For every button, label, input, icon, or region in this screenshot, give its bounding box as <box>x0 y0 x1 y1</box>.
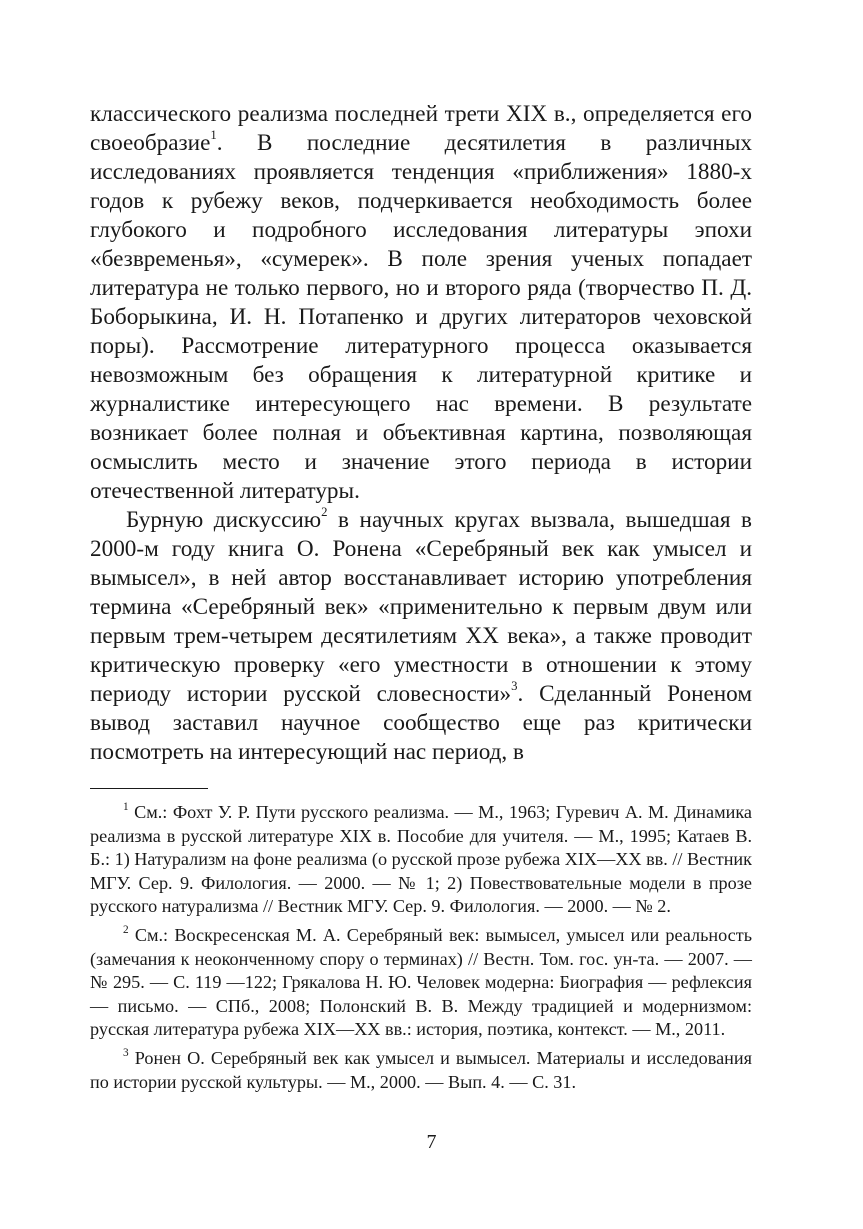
footnote-1 <box>90 801 752 919</box>
paragraph-2-text-a: Бурную дискуссию <box>126 507 322 533</box>
book-page <box>90 100 752 1094</box>
footnote-2 <box>90 924 752 1042</box>
footnote-number: 3 <box>123 1047 129 1060</box>
paragraph-2 <box>90 506 752 767</box>
footnote-ref-2[interactable]: 2 <box>321 505 328 520</box>
paragraph-2-text-b: в научных кругах вызвала, вышедшая в 2000-м году книга О. Ронена «Серебряный век как умысел и вымысел», в ней автор восстанавливает историю употребления термина «Серебряный век» «применительно к первым двум или первым трем-четырем десятилетиям XX века», а также проводит критическую проверку «его уместности в отношении к этому периоду истории русской словесности» <box>90 507 753 707</box>
footnote-text: См.: Фохт У. Р. Пути русского реализма. — М., 1963; Гуревич А. М. Динамика реализма в русской литературе XIX в. Пособие для учителя. — М., 1995; Катаев В. Б.: 1) Натурализм на фоне реализма (о русской прозе рубежа XIX—XX вв. // Вестник МГУ. Сер. 9. Филология. — 2000. — № 1; 2) Повествовательные модели в прозе русского натурализма // Вестник МГУ. Сер. 9. Филология. — 2000. — № 2. <box>90 802 752 917</box>
paragraph-1 <box>90 100 752 506</box>
footnote-number: 2 <box>123 924 129 937</box>
page-number: 7 <box>426 1131 437 1153</box>
footnote-ref-1[interactable]: 1 <box>210 128 217 143</box>
footnote-3 <box>90 1047 752 1094</box>
footnote-ref-3[interactable]: 3 <box>511 679 518 694</box>
footnotes <box>90 801 752 1094</box>
paragraph-1-text-b: . В последние десятилетия в различных исследованиях проявляется тенденция «приближения» 1880-х годов к рубежу веков, подчеркивается необходимость более глубокого и подробного исследования литературы эпохи «безвременья», «сумерек». В поле зрения ученых попадает литература не только первого, но и второго ряда (творчество П. Д. Боборыкина, И. Н. Потапенко и других литераторов чеховской поры). Рассмотрение литературного процесса оказывается невозможным без обращения к литературной критике и журналистике интересующего нас времени. В результате возникает более полная и объективная картина, позволяющая осмыслить место и значение этого периода в истории отечественной литературы. <box>90 130 752 504</box>
footnote-text: Ронен О. Серебряный век как умысел и вымысел. Материалы и исследования по истории русской культуры. — М., 2000. — Вып. 4. — С. 31. <box>90 1047 752 1092</box>
main-text <box>90 100 752 767</box>
footnote-text: См.: Воскресенская М. А. Серебряный век: вымысел, умысел или реальность (замечания к неоконченному спору о терминах) // Вестн. Том. гос. ун-та. — 2007. — № 295. — С. 119 —122; Грякалова Н. Ю. Человек модерна: Биография — рефлексия — письмо. — СПб., 2008; Полонский В. В. Между традицией и модернизмом: русская литература рубежа XIX—XX вв.: история, поэтика, контекст. — М., 2011. <box>90 924 752 1040</box>
footnote-number: 1 <box>123 801 129 814</box>
paragraph-2-text-c: . Сделанный Роненом вывод заставил научное сообщество еще раз критически посмотреть на интересующий нас период, в <box>90 681 753 765</box>
paragraph-1-text-a: классического реализма последней трети XIX в., определяется его своеобразие <box>90 101 752 156</box>
footnote-divider <box>90 788 208 789</box>
